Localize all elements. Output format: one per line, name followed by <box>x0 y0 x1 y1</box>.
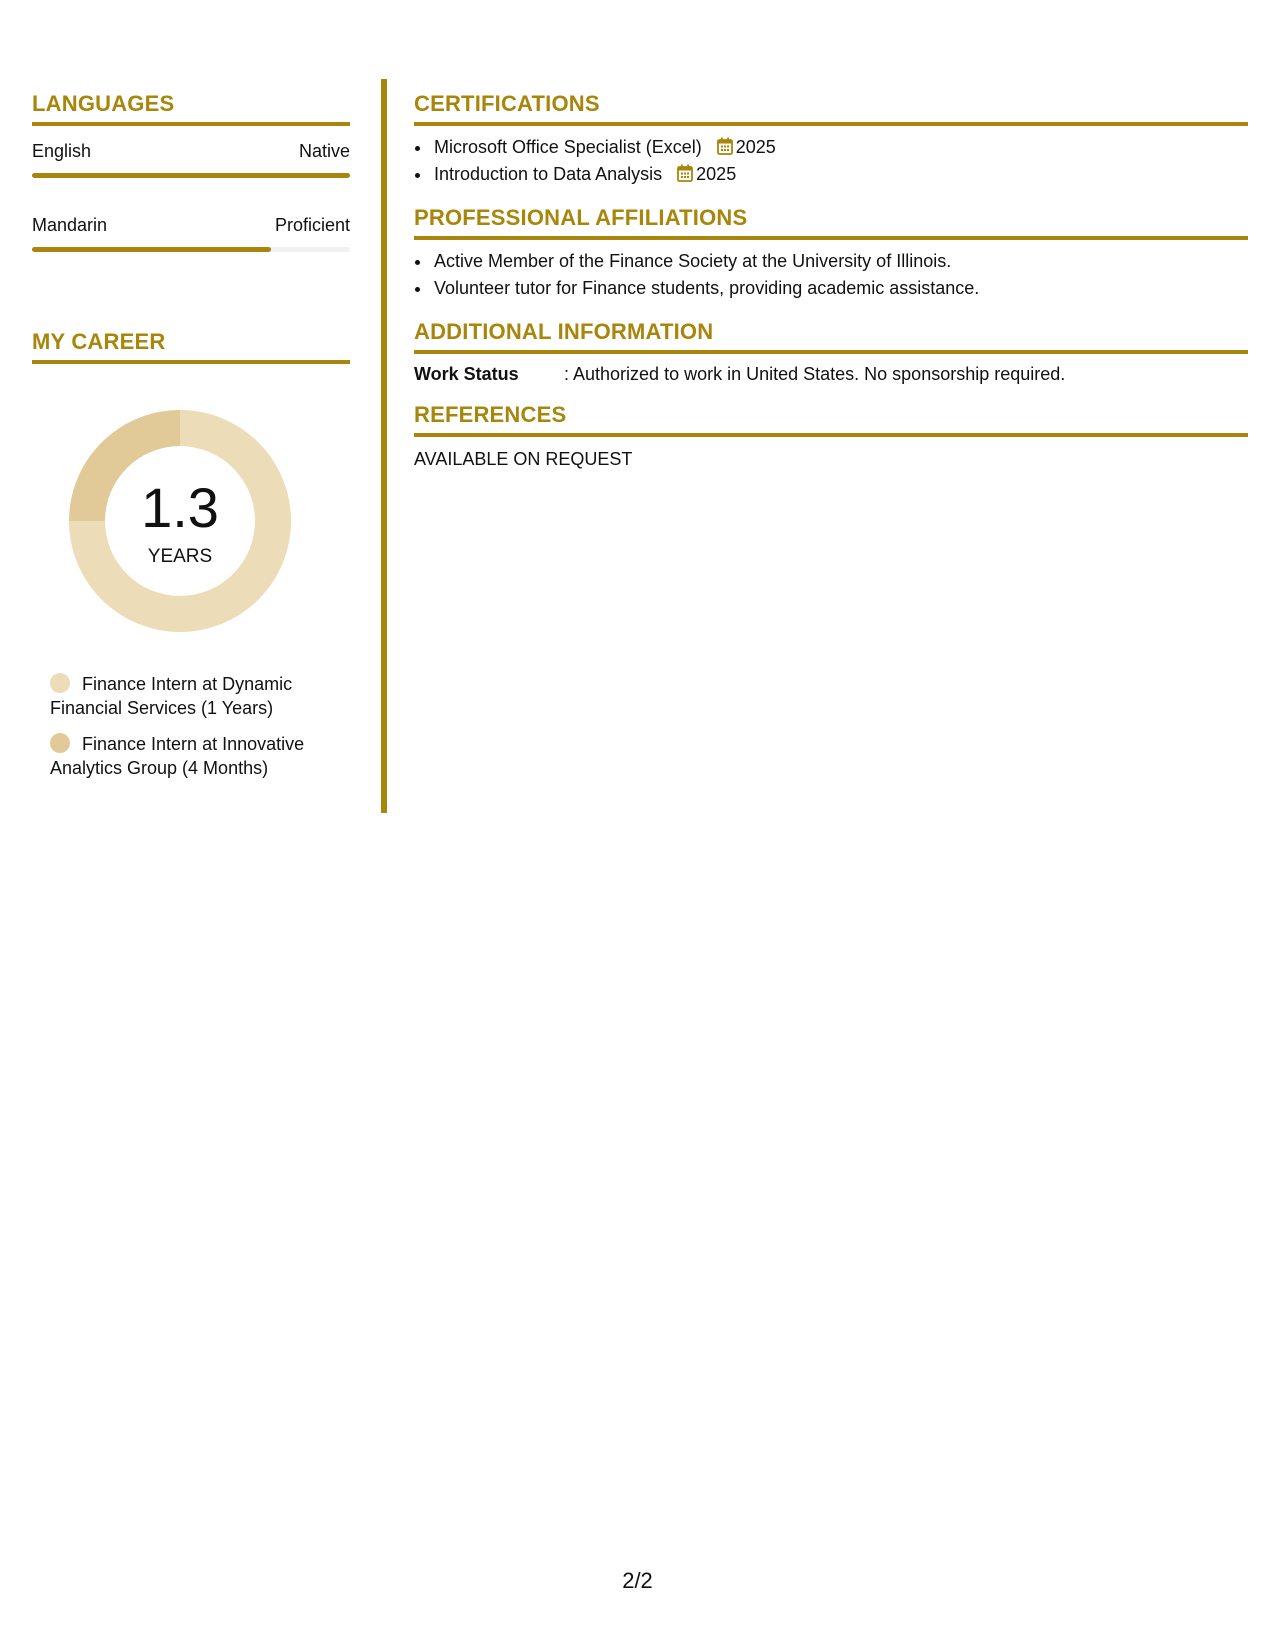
legend-label: Finance Intern at Innovative Analytics Group (4 Months) <box>50 734 305 778</box>
additional-info-heading: ADDITIONAL INFORMATION <box>414 320 1248 354</box>
language-item <box>32 214 350 252</box>
language-proficiency-bar <box>32 173 350 178</box>
certification-item <box>432 134 1248 161</box>
work-status-label: Work Status <box>414 364 519 384</box>
language-name: English <box>32 141 92 161</box>
left-column <box>32 92 350 780</box>
certification-year: 2025 <box>696 164 737 184</box>
career-total-unit: YEARS <box>147 546 213 567</box>
language-level: Native <box>298 141 350 161</box>
column-divider <box>381 79 387 813</box>
career-heading: MY CAREER <box>32 330 350 364</box>
career-total-value: 1.3 <box>141 476 219 539</box>
work-status-value: : Authorized to work in United States. No sponsorship required. <box>564 364 1066 384</box>
legend-item <box>50 732 340 780</box>
legend-item <box>50 672 340 720</box>
language-item <box>32 140 350 178</box>
right-column <box>414 92 1248 470</box>
certification-item <box>432 161 1248 188</box>
affiliation-item: • Active Member of the Finance Society at the University of Illinois. <box>432 248 1248 275</box>
donut-center <box>65 406 295 636</box>
certification-name: Introduction to Data Analysis <box>434 164 663 184</box>
certification-name: Microsoft Office Specialist (Excel) <box>434 137 702 157</box>
legend-label: Finance Intern at Dynamic Financial Services (1 Years) <box>50 674 293 718</box>
certifications-section <box>414 92 1248 188</box>
additional-info-section <box>414 320 1248 385</box>
career-donut-chart <box>65 406 295 636</box>
language-proficiency-fill <box>32 247 271 252</box>
work-status-row <box>414 364 1248 385</box>
calendar-icon <box>677 164 693 182</box>
affiliations-list <box>414 248 1248 302</box>
legend-dot-icon <box>50 673 70 693</box>
references-section <box>414 403 1248 470</box>
affiliations-heading: PROFESSIONAL AFFILIATIONS <box>414 206 1248 240</box>
language-proficiency-fill <box>32 173 350 178</box>
languages-section <box>32 92 350 252</box>
legend-dot-icon <box>50 733 70 753</box>
career-legend <box>50 672 340 780</box>
references-text: AVAILABLE ON REQUEST <box>414 449 633 469</box>
certifications-list <box>414 134 1248 188</box>
language-level: Proficient <box>274 215 350 235</box>
affiliations-section <box>414 206 1248 302</box>
references-heading: REFERENCES <box>414 403 1248 437</box>
certifications-heading: CERTIFICATIONS <box>414 92 1248 126</box>
affiliation-item: • Volunteer tutor for Finance students, providing academic assistance. <box>432 275 1248 302</box>
certification-year: 2025 <box>735 137 776 157</box>
career-section <box>32 330 350 780</box>
language-name: Mandarin <box>32 215 108 235</box>
calendar-icon <box>717 137 733 155</box>
page-number: 2/2 <box>622 1568 653 1593</box>
language-proficiency-bar <box>32 247 350 252</box>
languages-heading: LANGUAGES <box>32 92 350 126</box>
